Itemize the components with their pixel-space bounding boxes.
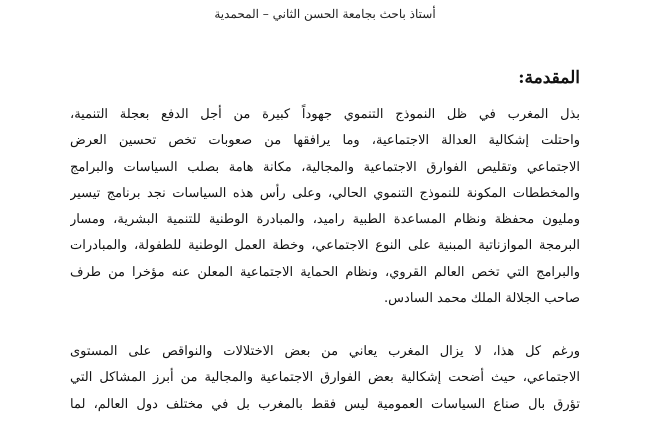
paragraph-line: الاجتماعي وتقليص الفوارق الاجتماعية والمجالية، مكانة هامة بصلب السياسات والبرامج — [70, 159, 580, 175]
paragraph-line: الاجتماعي، حيث أضحت إشكالية بعض الفوارق الاجتماعية والمجالية من أبرز المشاكل التي — [70, 370, 580, 386]
paragraph-line: ورغم كل هذا، لا يزال المغرب يعاني من بعض الاختلالات والنواقص على المستوى — [70, 344, 580, 359]
section-title: المقدمة: — [518, 68, 580, 88]
paragraph-line: واحتلت إشكالية العدالة الاجتماعية، وما يرافقها من صعوبات تخص تحسين العرض — [70, 133, 580, 149]
paragraph-line: ومليون محفظة ونظام المساعدة الطبية راميد، والمبادرة الوطنية للتنمية البشرية، ومسار — [70, 212, 580, 228]
paragraph-line: بذل المغرب في ظل النموذج التنموي جهوداً كبيرة من أجل الدفع بعجلة التنمية، — [70, 107, 580, 122]
paragraph-line: والبرامج التي تخص العالم القروي، ونظام الحماية الاجتماعية المعلن عنه مؤخرا من طرف — [70, 264, 580, 280]
paragraph-line: والمخططات المكونة للنموذج التنموي الحالي، وعلى رأس هذه السياسات نجد برنامج تيسير — [70, 185, 580, 201]
paragraph-line: البرمجة الموازناتية المبنية على النوع الاجتماعي، وخطة العمل الوطنية للطفولة، والمبادرات — [70, 238, 580, 254]
paragraph-intro — [70, 102, 580, 312]
paragraph-challenges — [70, 339, 580, 418]
author-affiliation: أستاذ باحث بجامعة الحسن الثاني – المحمدية — [214, 7, 436, 21]
paragraph-line: تؤرق بال صناع السياسات العمومية ليس فقط بالمغرب بل في مختلف دول العالم، لما — [70, 396, 580, 412]
paragraph-line: صاحب الجلالة الملك محمد السادس. — [384, 291, 580, 307]
